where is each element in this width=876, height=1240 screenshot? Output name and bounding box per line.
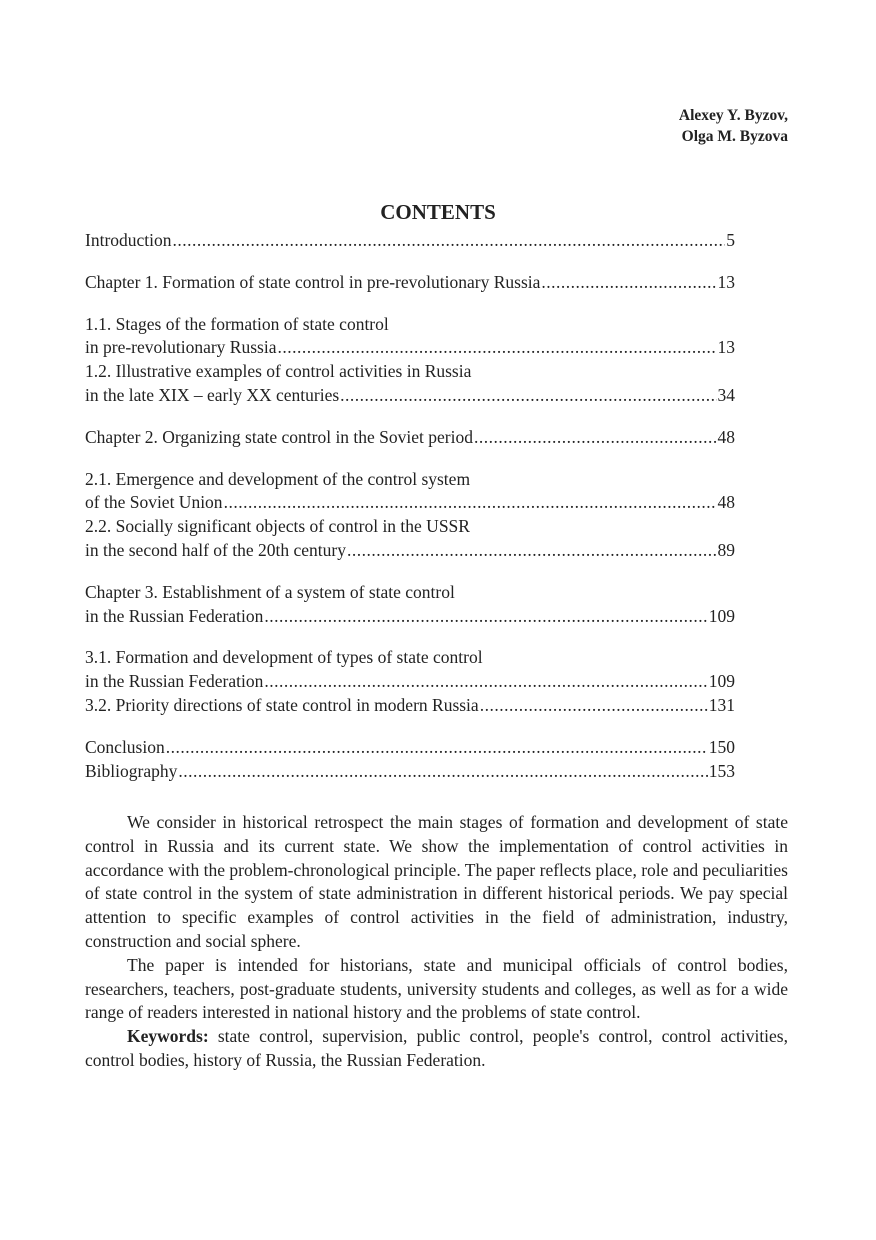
table-of-contents bbox=[85, 229, 735, 783]
toc-page-number: 131 bbox=[708, 694, 735, 715]
toc-page-number: 109 bbox=[708, 605, 735, 626]
toc-entry-chapter-3[interactable] bbox=[85, 581, 735, 629]
authors-block bbox=[679, 105, 788, 147]
leader-dots bbox=[347, 539, 717, 563]
toc-entry-introduction[interactable] bbox=[85, 229, 735, 253]
abstract-block bbox=[85, 811, 788, 1073]
toc-entry-title: Chapter 2. Organizing state control in the Soviet period bbox=[85, 426, 473, 447]
toc-entry-title: 2.2. Socially significant objects of control in the USSR bbox=[85, 516, 470, 537]
toc-entry-title-cont: in the second half of the 20th century bbox=[85, 539, 346, 560]
toc-entry-3-2[interactable] bbox=[85, 694, 735, 718]
toc-entry-title: Conclusion bbox=[85, 736, 165, 757]
toc-entry-title: Chapter 1. Formation of state control in pre-revolutionary Russia bbox=[85, 271, 541, 292]
audience-paragraph: The paper is intended for historians, state and municipal officials of control bodies, researchers, teachers, post-graduate students, university students and colleges, as well as for a wide range of readers interested in national history and the problems of state control. bbox=[85, 954, 788, 1023]
toc-entry-chapter-1[interactable] bbox=[85, 271, 735, 295]
toc-entry-title-cont: in the Russian Federation bbox=[85, 605, 264, 626]
toc-entry-2-2[interactable] bbox=[85, 515, 735, 563]
abstract-paragraph: We consider in historical retrospect the main stages of formation and development of state control in Russia and its current state. We show the implementation of control activities in accordance with the problem-chronological principle. The paper reflects place, role and peculiarities of state control in the system of state administration in different historical periods. We pay special attention to specific examples of control activities in the field of administration, industry, construction and social sphere. bbox=[85, 812, 788, 951]
toc-page-number: 5 bbox=[726, 230, 735, 250]
toc-entry-chapter-2[interactable] bbox=[85, 426, 735, 450]
toc-page-number: 89 bbox=[717, 539, 735, 560]
toc-entry-title: Bibliography bbox=[85, 760, 178, 781]
toc-entry-1-2[interactable] bbox=[85, 360, 735, 408]
keywords-label: Keywords: bbox=[127, 1026, 209, 1047]
toc-entry-title-cont: in the Russian Federation bbox=[85, 671, 264, 692]
toc-page-number: 13 bbox=[717, 271, 735, 292]
leader-dots bbox=[173, 229, 726, 253]
contents-title: CONTENTS bbox=[380, 200, 496, 224]
toc-entry-title-cont: in pre-revolutionary Russia bbox=[85, 337, 277, 358]
leader-dots bbox=[277, 336, 716, 360]
leader-dots bbox=[178, 760, 707, 784]
toc-entry-title: 3.1. Formation and development of types of state control bbox=[85, 647, 483, 668]
toc-entry-title-cont: of the Soviet Union bbox=[85, 492, 223, 513]
toc-entry-title: 2.1. Emergence and development of the control system bbox=[85, 468, 471, 489]
toc-page-number: 34 bbox=[717, 384, 735, 405]
toc-entry-conclusion[interactable] bbox=[85, 736, 735, 760]
toc-entry-title: 1.2. Illustrative examples of control activities in Russia bbox=[85, 361, 472, 382]
leader-dots bbox=[474, 426, 717, 450]
author-name: Alexey Y. Byzov, bbox=[678, 107, 788, 124]
toc-page-number: 153 bbox=[708, 760, 735, 781]
author-name: Olga M. Byzova bbox=[681, 128, 788, 145]
toc-page-number: 150 bbox=[708, 736, 735, 757]
toc-page-number: 48 bbox=[717, 492, 735, 513]
toc-entry-title: Chapter 3. Establishment of a system of state control bbox=[85, 581, 455, 602]
toc-entry-title: 3.2. Priority directions of state control in modern Russia bbox=[85, 694, 479, 715]
leader-dots bbox=[264, 670, 707, 694]
leader-dots bbox=[480, 694, 708, 718]
toc-page-number: 48 bbox=[717, 426, 735, 447]
toc-entry-3-1[interactable] bbox=[85, 646, 735, 694]
toc-entry-1-1[interactable] bbox=[85, 313, 735, 361]
toc-entry-title: Introduction bbox=[85, 230, 172, 250]
keywords-paragraph bbox=[85, 1025, 788, 1073]
leader-dots bbox=[340, 384, 716, 408]
leader-dots bbox=[541, 271, 716, 295]
leader-dots bbox=[264, 605, 707, 629]
leader-dots bbox=[166, 736, 708, 760]
toc-page-number: 109 bbox=[708, 671, 735, 692]
toc-entry-bibliography[interactable] bbox=[85, 760, 735, 784]
keywords-text: state control, supervision, public control, people's control, control activities, control bodies, history of Russia, the Russian Federation. bbox=[85, 1026, 788, 1070]
toc-entry-2-1[interactable] bbox=[85, 468, 735, 516]
leader-dots bbox=[224, 491, 717, 515]
toc-page-number: 13 bbox=[717, 337, 735, 358]
toc-entry-title-cont: in the late XIX – early XX centuries bbox=[85, 384, 340, 405]
toc-entry-title: 1.1. Stages of the formation of state control bbox=[85, 313, 389, 334]
